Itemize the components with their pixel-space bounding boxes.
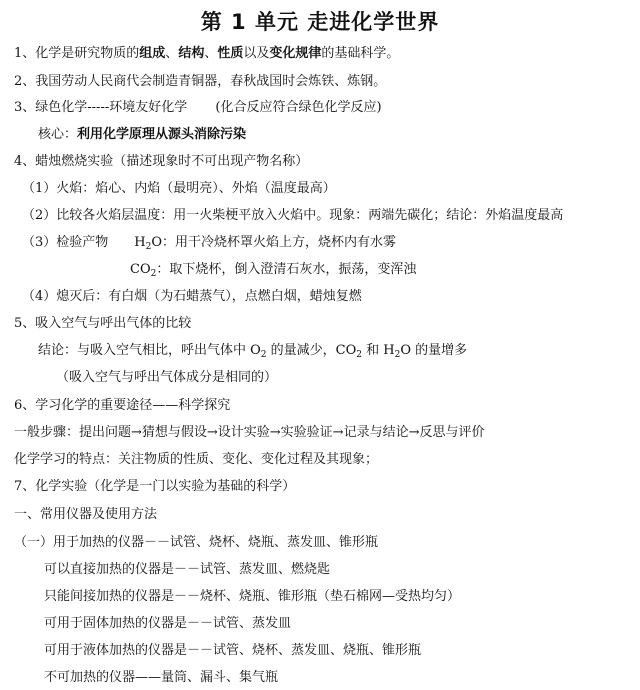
item-4-3-co2 <box>130 262 416 278</box>
item-1-bold-law: 变化规律 <box>269 46 322 61</box>
conclusion-text: O 的量增多 <box>400 343 468 358</box>
formula-sub: 2 <box>394 350 401 360</box>
section-one: 一、常用仪器及使用方法 <box>14 507 158 522</box>
heating-instruments: （一）用于加热的仪器－－试管、烧杯、烧瓶、蒸发皿、锥形瓶 <box>14 535 379 550</box>
formula-sub: 2 <box>260 350 267 360</box>
item-1-sep: 、 <box>204 46 218 61</box>
direct-heating: 可以直接加热的仪器是－－试管、蒸发皿、燃烧匙 <box>44 562 331 577</box>
item-7: 7、化学实验（化学是一门以实验为基础的科学） <box>14 479 296 494</box>
liquid-heating: 可用于液体加热的仪器是－－试管、烧杯、蒸发皿、烧瓶、锥形瓶 <box>44 643 422 658</box>
features-line: 化学学习的特点：关注物质的性质、变化、变化过程及其现象； <box>14 452 379 467</box>
item-5-conclusion <box>38 343 467 359</box>
item-4-3-text: O：用干冷烧杯罩火焰上方，烧杯内有水雾 <box>151 235 397 250</box>
formula-sub: 2 <box>150 269 157 279</box>
core-line <box>38 127 246 143</box>
item-4-1: （1）火焰：焰心、内焰（最明亮）、外焰（温度最高） <box>22 181 336 196</box>
item-1-text: 的基础科学。 <box>321 46 400 61</box>
item-3-text: 3、绿色化学-----环境友好化学 <box>14 100 188 115</box>
formula-sub: 2 <box>145 242 152 252</box>
item-2: 2、我国劳动人民商代会制造青铜器，春秋战国时会炼铁、炼钢。 <box>14 74 387 89</box>
item-3-note: (化合反应符合绿色化学反应) <box>215 100 382 115</box>
item-1-sep: 、 <box>165 46 179 61</box>
item-5-note: （吸入空气与呼出气体成分是相同的） <box>56 370 278 385</box>
item-1 <box>14 46 399 62</box>
item-1-bold-structure: 结构 <box>178 46 205 61</box>
item-1-text: 1、化学是研究物质的 <box>14 46 140 61</box>
item-4-4: （4）熄灭后：有白烟（为石蜡蒸气），点燃白烟，蜡烛复燃 <box>22 289 362 304</box>
item-3 <box>14 100 382 116</box>
item-1-text: 以及 <box>243 46 270 61</box>
item-4-3-co2-text: ：取下烧杯，倒入澄清石灰水，振荡，变浑浊 <box>156 262 417 277</box>
item-1-bold-property: 性质 <box>217 46 244 61</box>
indirect-heating: 只能间接加热的仪器是－－烧杯、烧瓶、锥形瓶（垫石棉网—受热均匀） <box>44 589 461 604</box>
formula-co: CO <box>130 262 151 277</box>
formula-sub: 2 <box>356 350 363 360</box>
unit-title: 第 1 单元 走进化学世界 <box>200 10 440 34</box>
non-heatable: 不可加热的仪器——量筒、漏斗、集气瓶 <box>44 670 279 685</box>
conclusion-text: 和 H <box>362 343 395 358</box>
conclusion-text: 结论：与吸入空气相比，呼出气体中 O <box>38 343 261 358</box>
item-4-3 <box>22 235 396 251</box>
core-text: 利用化学原理从源头消除污染 <box>77 127 247 142</box>
formula-h: H <box>134 235 146 250</box>
item-6: 6、学习化学的重要途径——科学探究 <box>14 398 231 413</box>
core-label: 核心： <box>38 127 78 142</box>
item-5: 5、吸入空气与呼出气体的比较 <box>14 316 192 331</box>
conclusion-text: 的量减少，CO <box>266 343 357 358</box>
item-4-2: （2）比较各火焰层温度：用一火柴梗平放入火焰中。现象：两端先碳化；结论：外焰温度最高 <box>22 208 564 223</box>
item-4: 4、蜡烛燃烧实验（描述现象时不可出现产物名称） <box>14 154 309 169</box>
solid-heating: 可用于固体加热的仪器是－－试管、蒸发皿 <box>44 616 292 631</box>
item-4-3-label: （3）检验产物 <box>22 235 109 250</box>
item-1-bold-composition: 组成 <box>139 46 166 61</box>
steps-line: 一般步骤：提出问题→猜想与假设→设计实验→实验验证→记录与结论→反思与评价 <box>14 425 485 440</box>
